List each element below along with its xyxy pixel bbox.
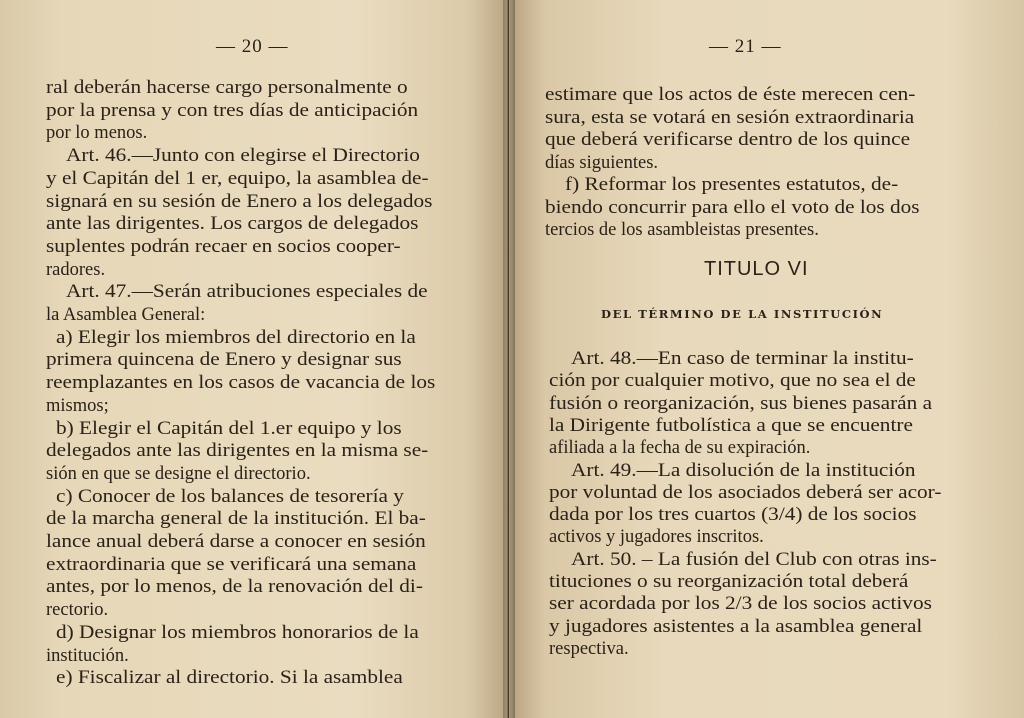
text-line: de la marcha general de la institución. El ba- xyxy=(46,509,426,530)
text-line: radores. xyxy=(46,259,106,280)
section-title: TITULO VI xyxy=(704,258,809,280)
text-line: lance anual deberá darse a conocer en sesión xyxy=(46,532,426,552)
text-line: primera quincena de Enero y designar sus xyxy=(46,350,402,371)
text-line: sión en que se designe el directorio. xyxy=(46,463,311,484)
text-line: extraordinaria que se verificará una semana xyxy=(46,554,417,575)
text-line: por lo menos. xyxy=(46,123,148,144)
page-number: — 21 — xyxy=(709,36,782,57)
text-line: afiliada a la fecha de su expiración. xyxy=(549,438,811,459)
text-line: dada por los tres cuartos (3/4) de los socios xyxy=(549,505,917,526)
text-line: Art. 46.—Junto con elegirse el Directorio xyxy=(66,146,420,167)
text-line: por la prensa y con tres días de anticipación xyxy=(46,100,419,121)
text-line: activos y jugadores inscritos. xyxy=(549,527,764,548)
text-line: que deberá verificarse dentro de los quince xyxy=(545,130,911,150)
text-line: ción por cualquier motivo, que no sea el de xyxy=(549,371,916,392)
text-line: estimare que los actos de éste merecen cen- xyxy=(545,85,916,105)
text-line: ser acordada por los 2/3 de los socios activos xyxy=(549,594,932,615)
text-line: Art. 49.—La disolución de la institución xyxy=(571,460,916,481)
text-line: rectorio. xyxy=(46,600,109,621)
text-line: Art. 48.—En caso de terminar la institu- xyxy=(571,349,914,369)
text-line: c) Conocer de los balances de tesorería y xyxy=(56,486,404,507)
text-line: la Asamblea General: xyxy=(46,305,206,325)
text-line: por voluntad de los asociados deberá ser acor- xyxy=(549,482,942,503)
text-line: e) Fiscalizar al directorio. Si la asamblea xyxy=(56,668,403,689)
text-line: Art. 50. – La fusión del Club con otras ins- xyxy=(571,549,937,570)
text-line: f) Reformar los presentes estatutos, de- xyxy=(565,175,899,195)
text-line: ral deberán hacerse cargo personalmente o xyxy=(46,78,408,98)
text-line: mismos; xyxy=(46,395,109,416)
text-line: delegados ante las dirigentes en la misma se- xyxy=(46,441,429,462)
text-line: a) Elegir los miembros del directorio en la xyxy=(56,327,416,348)
text-line: signará en su sesión de Enero a los delegados xyxy=(46,191,433,212)
text-line: ante las dirigentes. Los cargos de delegados xyxy=(46,214,419,235)
text-line: fusión o reorganización, sus bienes pasarán a xyxy=(549,393,933,414)
text-line: reemplazantes en los casos de vacancia de los xyxy=(46,373,436,394)
text-line: Art. 47.—Serán atribuciones especiales de xyxy=(66,282,428,303)
section-subtitle: DEL TÉRMINO DE LA INSTITUCIÓN xyxy=(601,307,884,321)
text-line: respectiva. xyxy=(549,638,629,659)
text-line: sura, esta se votará en sesión extraordinaria xyxy=(545,107,915,128)
text-line: institución. xyxy=(46,645,129,666)
text-line: tituciones o su reorganización total deberá xyxy=(549,572,909,592)
text-line: y jugadores asistentes a la asamblea general xyxy=(549,616,923,637)
text-line: antes, por lo menos, de la renovación del di- xyxy=(46,577,423,598)
text-line: d) Designar los miembros honorarios de la xyxy=(56,622,419,643)
right-page xyxy=(509,0,1024,718)
text-line: suplentes podrán recaer en socios cooper- xyxy=(46,236,401,257)
book-gutter xyxy=(503,0,515,718)
text-line: y el Capitán del 1 er, equipo, la asamblea de- xyxy=(46,168,429,189)
left-page xyxy=(0,0,508,718)
text-line: b) Elegir el Capitán del 1.er equipo y los xyxy=(56,418,402,439)
text-line: la Dirigente futbolística a que se encuentre xyxy=(549,415,913,436)
text-line: tercios de los asambleistas presentes. xyxy=(545,220,819,240)
text-line: días siguientes. xyxy=(545,152,659,173)
page-number: — 20 — xyxy=(216,36,289,57)
text-line: biendo concurrir para ello el voto de los dos xyxy=(545,197,920,218)
